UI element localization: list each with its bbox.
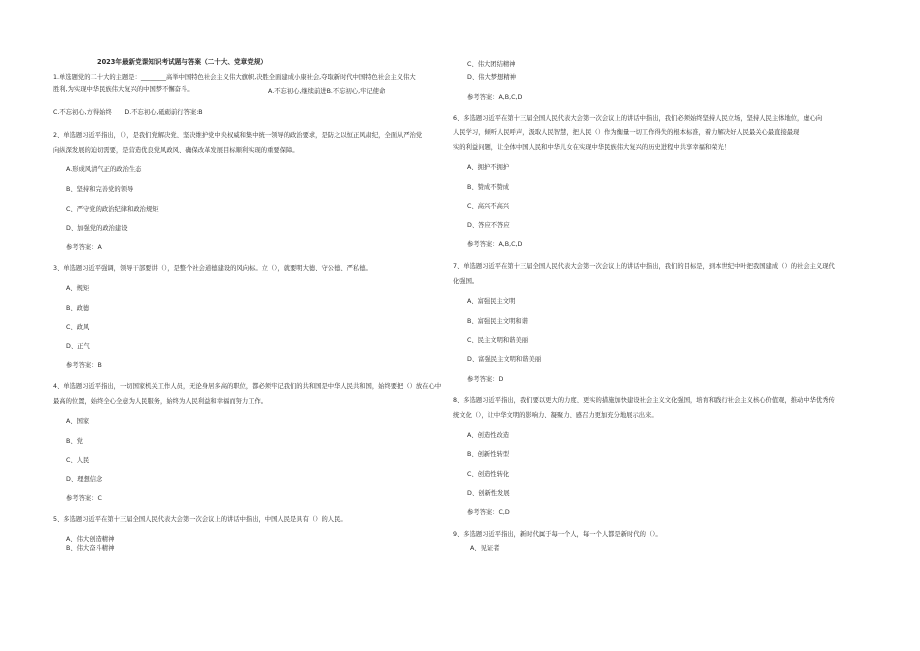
question-8-line-1: 8、多选题习近平指出，我们要以更大的力度、更实的措施加快建设社会主义文化强国，培育和践行社会主义核心价值观，推动中华优秀传 [453, 397, 835, 404]
question-2-option-d: D、加强党的政治建设 [66, 225, 128, 232]
question-5-option-a: A、伟大创造精神 [66, 536, 115, 543]
question-2-answer: 参考答案：A [66, 244, 102, 251]
question-7-answer: 参考答案：D [467, 376, 504, 383]
question-7-option-d: D、富强民主文明和谐美丽 [467, 356, 542, 363]
question-6-option-a: A、拥护不拥护 [467, 164, 510, 171]
question-7-option-c: C、民主文明和谐美丽 [467, 337, 529, 344]
question-4-option-a: A、国家 [66, 418, 90, 425]
question-3-option-d: D、正气 [66, 343, 90, 350]
question-4-line-2: 最高的位置，始终全心全意为人民服务，始终为人民利益和幸福而努力工作。 [53, 398, 268, 405]
question-3-answer: 参考答案：B [66, 362, 102, 369]
question-6-line-3: 实的利益问题，让全体中国人民和中华儿女在实现中华民族伟大复兴的历史进程中共享幸福和荣光！ [453, 144, 731, 151]
question-4-option-b: B、党 [66, 438, 83, 445]
question-8-option-c: C、创造性转化 [467, 471, 510, 478]
question-6-option-c: C、高兴不高兴 [467, 203, 510, 210]
question-8-option-a: A、创造性改造 [467, 432, 510, 439]
question-9-line-1: 9、多选题习近平指出，新时代属于每一个人，每一个人都是新时代的（）。 [453, 531, 662, 538]
question-3-option-c: C、政风 [66, 324, 90, 331]
question-2-line-2: 向纵深发展的迫切需要，是营造优良党风政风、确保改革发展目标顺利实现的重要保障。 [53, 147, 299, 154]
question-3-option-a: A、规矩 [66, 285, 90, 292]
question-9-option-a: A、见证者 [470, 545, 500, 552]
question-3-line-1: 3、单选题习近平强调，领导干部要讲（），是整个社会道德建设的风向标。立（），就要明大德、守公德、严私德。 [53, 265, 372, 272]
question-3-option-b: B、政德 [66, 305, 90, 312]
question-7-option-b: B、富强民主文明和谐 [467, 318, 528, 325]
question-4-line-1: 4、单选题习近平指出，一切国家机关工作人员，无论身居多高的职位，都必须牢记我们的共和国是中华人民共和国，始终要把（）放在心中 [53, 383, 442, 390]
question-2-option-b: B、坚持和完善党的领导 [66, 186, 134, 193]
question-2-option-c: C、严守党的政治纪律和政治规矩 [66, 206, 159, 213]
question-8-answer: 参考答案：C,D [467, 509, 510, 516]
question-2-option-a: A.形成风清气正的政治生态 [66, 166, 142, 173]
question-1-options-cd: C.不忘初心,方得始终 D.不忘初心,砥砺前行答案:B [53, 109, 203, 116]
question-6-line-2: 人民学习，倾听人民呼声，汲取人民智慧，把人民（）作为衡量一切工作得失的根本标准，着力解决好人民最关心最直接最现 [453, 129, 800, 136]
question-1-line-1: 1.单选题党的二十大的主题是：________高举中国特色社会主义伟大旗帜,决胜全面建成小康社会,夺取新时代中国特色社会主义伟大 [53, 74, 416, 81]
question-6-option-b: B、赞成不赞成 [467, 184, 510, 191]
question-7-option-a: A、富强民主文明 [467, 298, 516, 305]
question-6-line-1: 6、多选题习近平在第十三届全国人民代表大会第一次会议上的讲话中指出，我们必须始终坚持人民立场，坚持人民主体地位，虚心向 [453, 115, 823, 122]
question-1-options-ab: A.不忘初心,继续前进B.不忘初心,牢记使命 [268, 88, 386, 95]
question-8-option-d: D、创新性发展 [467, 490, 510, 497]
question-8-line-2: 统文化（），让中华文明的影响力、凝聚力、感召力更加充分地展示出来。 [453, 412, 658, 419]
question-2-line-1: 2、单选题习近平指出，（），是我们党解决党、坚决维护党中央权威和集中统一领导的政治要求，是防之以恒正风肃纪，全面从严治党 [53, 132, 423, 139]
question-5-option-d: D、伟大梦想精神 [467, 74, 516, 81]
question-4-option-c: C、人民 [66, 457, 90, 464]
question-5-option-c: C、伟大团结精神 [467, 61, 516, 68]
question-6-option-d: D、答应不答应 [467, 222, 510, 229]
question-5-option-b: B、伟大奋斗精神 [66, 545, 115, 552]
title: 2023年最新党课知识考试题与答案（二十大、党章党规） [97, 58, 268, 66]
question-6-answer: 参考答案：A,B,C,D [467, 241, 523, 248]
question-8-option-b: B、创新性转型 [467, 451, 510, 458]
question-5-line-1: 5、多选题习近平在第十三届全国人民代表大会第一次会议上的讲话中指出，中国人民是具有（）的人民。 [53, 516, 347, 523]
question-4-answer: 参考答案：C [66, 495, 102, 502]
question-1-line-2: 胜利,为实现中华民族伟大复兴的中国梦不懈奋斗。 [53, 86, 194, 93]
question-5-answer: 参考答案：A,B,C,D [467, 94, 523, 101]
question-7-line-2: 化强国。 [453, 278, 479, 285]
question-4-option-d: D、理想信念 [66, 476, 103, 483]
question-7-line-1: 7、单选题习近平在第十三届全国人民代表大会第一次会议上的讲话中指出，我们的目标是，到本世纪中叶把我国建成（）的社会主义现代 [453, 263, 835, 270]
